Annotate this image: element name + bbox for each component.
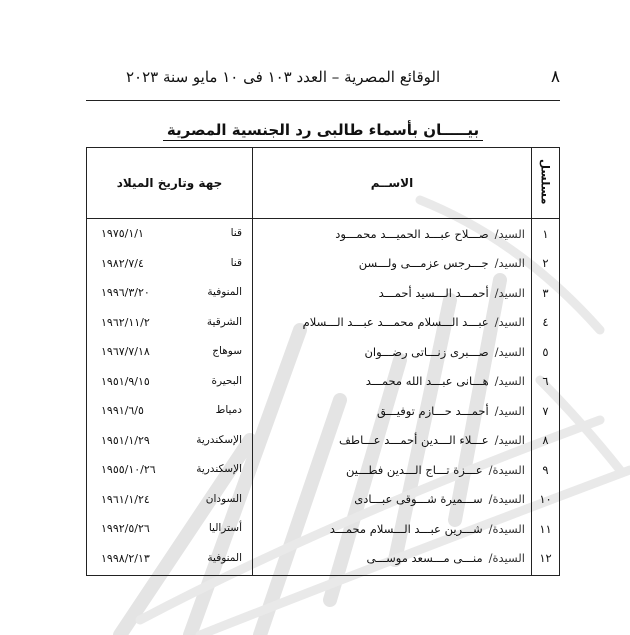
header-rule	[86, 100, 560, 101]
cell-place-birth	[87, 544, 253, 576]
birth-place: المنوفية	[207, 551, 242, 564]
honorific: السيد/	[494, 344, 525, 359]
table-row	[87, 544, 560, 576]
table-row	[87, 219, 560, 249]
cell-place-birth	[87, 249, 253, 279]
full-name: عبـــد الـــسلام محمـــد عبـــد الـــسلام	[302, 315, 489, 330]
place-date-wrap	[87, 286, 252, 299]
full-name: أحمـــد الـــسيد أحمـــد	[378, 285, 489, 300]
cell-place-birth	[87, 426, 253, 456]
honorific: السيد/	[494, 285, 525, 300]
birth-place: السودان	[205, 492, 242, 505]
page-number: ٨	[550, 67, 560, 87]
place-date-wrap	[87, 434, 252, 447]
full-name: صـــلاح عبـــد الحميـــد محمـــود	[335, 226, 489, 241]
honorific: السيدة/	[488, 551, 525, 566]
place-date-wrap	[87, 316, 252, 329]
full-name: جـــرجس عزمـــى ولـــسن	[358, 256, 489, 271]
birth-date: ١٩٩١/٦/٥	[101, 404, 144, 418]
honorific: السيدة/	[488, 462, 525, 477]
cell-name	[253, 337, 532, 367]
table-row	[87, 426, 560, 456]
cell-name	[253, 485, 532, 515]
honorific: السيد/	[494, 374, 525, 389]
cell-name	[253, 308, 532, 338]
table-header-row	[87, 148, 560, 219]
cell-place-birth	[87, 455, 253, 485]
birth-place: قنا	[230, 256, 242, 269]
honorific: السيد/	[494, 256, 525, 271]
page-header	[86, 62, 560, 92]
place-date-wrap	[87, 493, 252, 506]
birth-date: ١٩٧٥/١/١	[101, 227, 144, 241]
cell-place-birth	[87, 308, 253, 338]
place-date-wrap	[87, 227, 252, 240]
full-name: هـــانى عبـــد الله محمـــد	[365, 374, 489, 389]
cell-place-birth	[87, 514, 253, 544]
applicants-table	[86, 147, 560, 576]
honorific: السيدة/	[488, 521, 525, 536]
cell-serial: ٦	[532, 367, 560, 397]
cell-name	[253, 514, 532, 544]
cell-name	[253, 426, 532, 456]
cell-serial: ٥	[532, 337, 560, 367]
cell-name	[253, 367, 532, 397]
table-row	[87, 308, 560, 338]
document-title-text: بيـــــان بأسماء طالبى رد الجنسية المصرية	[163, 121, 483, 141]
full-name: صـــبرى زنـــاتى رضـــوان	[364, 344, 489, 359]
cell-serial: ٩	[532, 455, 560, 485]
header-serial: مسلسل	[532, 148, 560, 219]
birth-date: ١٩٥١/٩/١٥	[101, 374, 150, 388]
honorific: السيد/	[494, 226, 525, 241]
full-name: منـــى مـــسعد موســـى	[366, 551, 483, 566]
cell-serial: ١٠	[532, 485, 560, 515]
table-row	[87, 485, 560, 515]
birth-date: ١٩٦٧/٧/١٨	[101, 345, 150, 359]
birth-date: ١٩٥١/١/٢٩	[101, 433, 150, 447]
place-date-wrap	[87, 552, 252, 565]
cell-name	[253, 219, 532, 249]
document-title	[86, 120, 560, 139]
table-row	[87, 367, 560, 397]
cell-serial: ٣	[532, 278, 560, 308]
full-name: ســـميرة شـــوقى عبـــادى	[354, 492, 483, 507]
cell-place-birth	[87, 367, 253, 397]
table-row	[87, 278, 560, 308]
cell-serial: ٨	[532, 426, 560, 456]
honorific: السيدة/	[488, 492, 525, 507]
cell-name	[253, 278, 532, 308]
cell-serial: ٤	[532, 308, 560, 338]
table-row	[87, 396, 560, 426]
cell-serial: ٧	[532, 396, 560, 426]
full-name: أحمـــد حـــازم توفيـــق	[377, 403, 489, 418]
birth-place: المنوفية	[207, 286, 242, 299]
honorific: السيد/	[494, 403, 525, 418]
birth-date: ١٩٨٢/٧/٤	[101, 256, 144, 270]
honorific: السيد/	[494, 433, 525, 448]
header-name: الاســم	[253, 148, 532, 219]
birth-place: الإسكندرية	[196, 463, 242, 476]
place-date-wrap	[87, 345, 252, 358]
honorific: السيد/	[494, 315, 525, 330]
cell-name	[253, 544, 532, 576]
table-row	[87, 337, 560, 367]
cell-place-birth	[87, 278, 253, 308]
header-place-birth: جهة وتاريخ الميلاد	[87, 148, 253, 219]
place-date-wrap	[87, 463, 252, 476]
birth-date: ١٩٩٨/٢/١٣	[101, 551, 150, 565]
cell-serial: ٢	[532, 249, 560, 279]
full-name: عـــلاء الـــدين أحمـــد عـــاطف	[339, 433, 489, 448]
birth-date: ١٩٦١/١/٢٤	[101, 492, 150, 506]
birth-date: ١٩٦٢/١١/٢	[101, 315, 150, 329]
full-name: عـــزة تـــاج الـــدين فطـــين	[346, 462, 483, 477]
table-row	[87, 514, 560, 544]
birth-date: ١٩٥٥/١٠/٢٦	[101, 463, 156, 477]
running-title: الوقائع المصرية – العدد ١٠٣ فى ١٠ مايو سنة ٢٠٢٣	[126, 68, 441, 86]
cell-serial: ١٢	[532, 544, 560, 576]
table-row	[87, 455, 560, 485]
cell-name	[253, 396, 532, 426]
cell-place-birth	[87, 485, 253, 515]
place-date-wrap	[87, 522, 252, 535]
birth-place: دمياط	[215, 404, 242, 417]
birth-place: الإسكندرية	[196, 433, 242, 446]
birth-date: ١٩٩٦/٣/٢٠	[101, 286, 150, 300]
table-row	[87, 249, 560, 279]
place-date-wrap	[87, 375, 252, 388]
cell-name	[253, 249, 532, 279]
birth-date: ١٩٩٢/٥/٢٦	[101, 522, 150, 536]
cell-name	[253, 455, 532, 485]
birth-place: سوهاج	[212, 345, 242, 358]
birth-place: البحيرة	[211, 374, 242, 387]
cell-serial: ١١	[532, 514, 560, 544]
cell-serial: ١	[532, 219, 560, 249]
cell-place-birth	[87, 337, 253, 367]
place-date-wrap	[87, 404, 252, 417]
birth-place: أستراليا	[208, 522, 242, 535]
birth-place: قنا	[230, 227, 242, 240]
cell-place-birth	[87, 219, 253, 249]
place-date-wrap	[87, 257, 252, 270]
cell-place-birth	[87, 396, 253, 426]
full-name: شـــرين عبـــد الـــسلام محمـــد	[329, 521, 483, 536]
birth-place: الشرقية	[206, 315, 242, 328]
